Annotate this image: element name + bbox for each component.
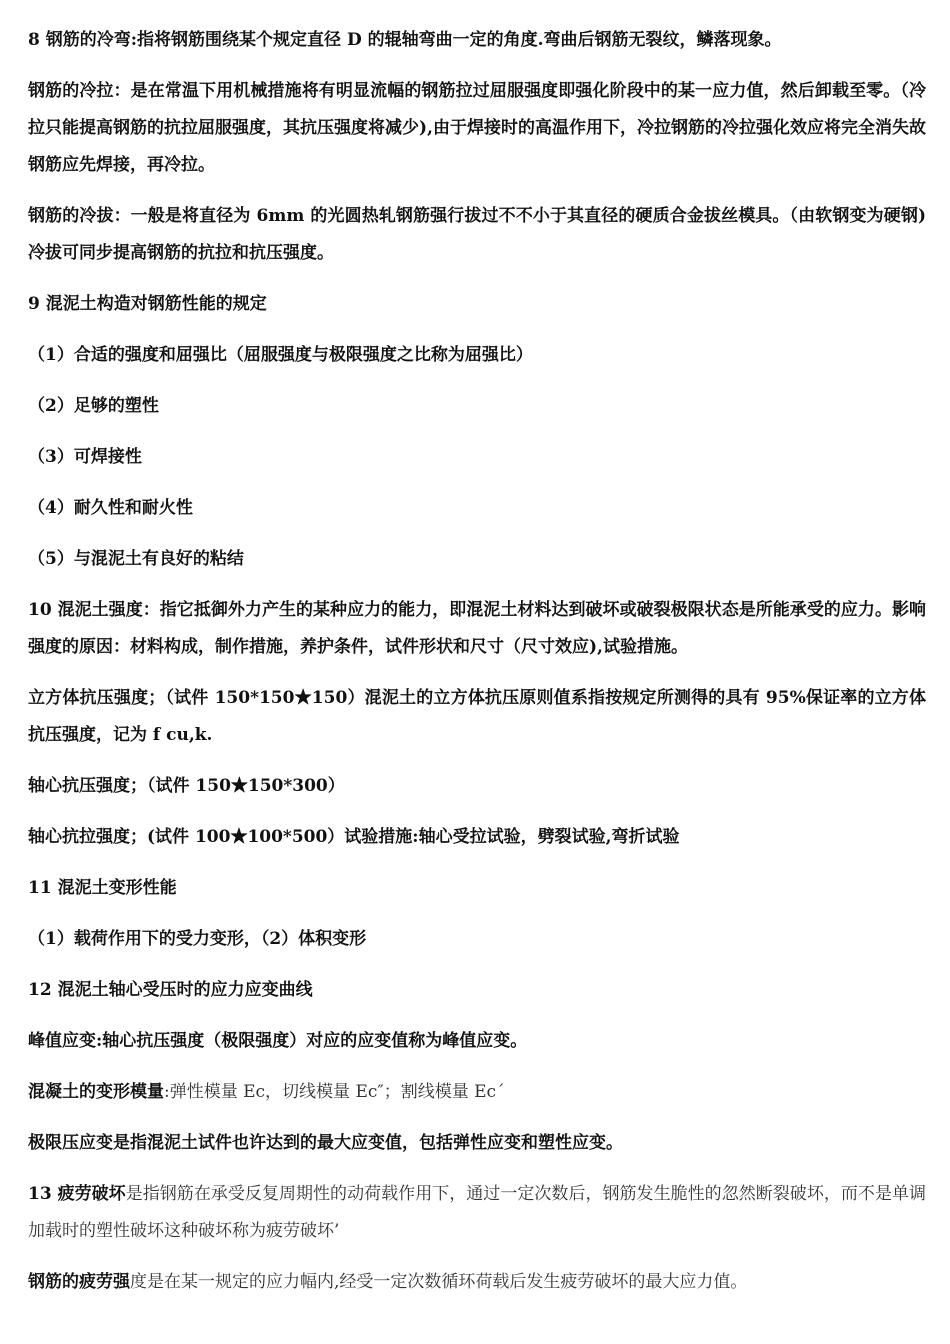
paragraph-deformation-modulus: [28, 1074, 926, 1111]
list-item: （2）足够的塑性: [28, 396, 159, 416]
document-page: [28, 22, 926, 1315]
paragraph-fatigue-strength: [28, 1264, 926, 1301]
paragraph-concrete-strength: 10 混泥土强度：指它抵御外力产生的某种应力的能力，即混泥土材料达到破坏或破裂极限状态是所能承受的应力。影响强度的原因：材料构成，制作措施，养护条件，试件形状和尺寸（尺寸效应),试验措施。: [28, 600, 926, 657]
list-item: （1）载荷作用下的受力变形，（2）体积变形: [28, 929, 367, 949]
paragraph-cube-strength: 立方体抗压强度；（试件 150*150★150）混泥土的立方体抗压原则值系指按规定所测得的具有 95%保证率的立方体抗压强度，记为 f cu,k.: [28, 688, 926, 745]
deformation-modulus-label: 混凝土的变形模量: [28, 1082, 164, 1102]
list-item: （1）合适的强度和屈强比（屈服强度与极限强度之比称为屈强比）: [28, 345, 533, 365]
paragraph-axial-compressive: 轴心抗压强度；（试件 150★150*300）: [28, 776, 345, 796]
paragraph-axial-tensile: 轴心抗拉强度；(试件 100★100*500）试验措施:轴心受拉试验，劈裂试验,弯折试验: [28, 827, 680, 847]
heading-section-9: 9 混泥土构造对钢筋性能的规定: [28, 294, 267, 314]
heading-section-11: 11 混泥土变形性能: [28, 878, 177, 898]
fatigue-failure-label: 13 疲劳破坏: [28, 1184, 126, 1204]
fatigue-failure-body: 是指钢筋在承受反复周期性的动荷载作用下，通过一定次数后，钢筋发生脆性的忽然断裂破坏，而不是单调加载时的塑性破坏这种破坏称为疲劳破坏’: [28, 1184, 926, 1241]
fatigue-strength-body: 度是在某一规定的应力幅内,经受一定次数循环荷载后发生疲劳破坏的最大应力值。: [130, 1272, 748, 1292]
deformation-modulus-body: :弹性模量 Ec，切线模量 Ec″；割线模量 Ec´: [164, 1082, 505, 1102]
fatigue-strength-label: 钢筋的疲劳强: [28, 1272, 130, 1292]
paragraph-ultimate-strain: 极限压应变是指混泥土试件也许达到的最大应变值，包括弹性应变和塑性应变。: [28, 1133, 623, 1153]
paragraph-cold-bending: 8 钢筋的冷弯:指将钢筋围绕某个规定直径 D 的辊轴弯曲一定的角度.弯曲后钢筋无裂纹，鳞落现象。: [28, 30, 782, 50]
paragraph-fatigue-failure: [28, 1176, 926, 1250]
paragraph-cold-drawing: 钢筋的冷拉：是在常温下用机械措施将有明显流幅的钢筋拉过屈服强度即强化阶段中的某一应力值，然后卸载至零。（冷拉只能提高钢筋的抗拉屈服强度，其抗压强度将减少),由于焊接时的高温作用下，冷拉钢筋的冷拉强化效应将完全消失故钢筋应先焊接，再冷拉。: [28, 81, 926, 175]
list-item: （3）可焊接性: [28, 447, 142, 467]
list-item: （5）与混泥土有良好的粘结: [28, 549, 244, 569]
paragraph-cold-drawn-wire: 钢筋的冷拔：一般是将直径为 6mm 的光圆热轧钢筋强行拔过不不小于其直径的硬质合金拔丝模具。（由软钢变为硬钢)冷拔可同步提高钢筋的抗拉和抗压强度。: [28, 206, 926, 263]
list-item: （4）耐久性和耐火性: [28, 498, 193, 518]
paragraph-peak-strain: 峰值应变:轴心抗压强度（极限强度）对应的应变值称为峰值应变。: [28, 1031, 528, 1051]
heading-section-12: 12 混泥土轴心受压时的应力应变曲线: [28, 980, 313, 1000]
